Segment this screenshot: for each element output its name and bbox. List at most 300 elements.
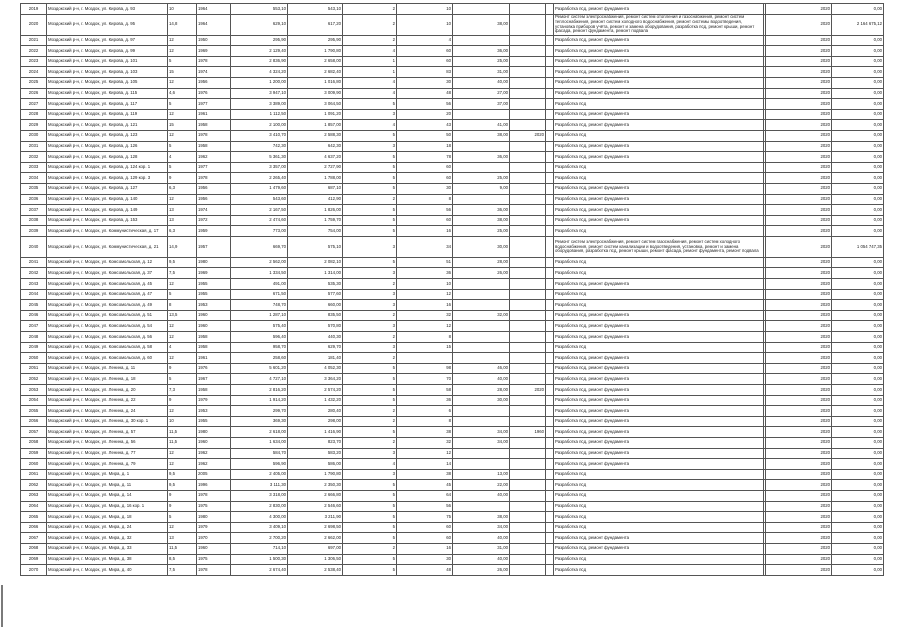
address-cell: Моздокский р-н, г. Моздок, ул. Кирова, д. 153 [47,215,168,226]
living-area-cell: 629,70 [288,342,343,353]
living-area-cell: 586,00 [288,459,343,470]
work-types-cell: Разработка псд [554,522,764,533]
year-built-cell: 1958 [197,385,231,396]
apartments-cell: 8 [397,416,453,427]
work-types-cell: Разработка псд, ремонт фундамента [554,4,764,15]
spacer-cell [546,321,554,332]
wear-percent-cell [453,406,510,417]
wear-percent-cell: 36,00 [453,46,510,57]
cost-cell: 0,00 [832,215,884,226]
row-number: 2055 [21,406,47,417]
spacer-cell [546,459,554,470]
sections-cell: 3 [343,289,397,300]
work-types-cell: Разработка псд [554,162,764,173]
cost-cell: 0,00 [832,469,884,480]
sections-cell: 5 [343,205,397,216]
apartments-cell: 32 [397,310,453,321]
living-area-cell: 577,60 [288,289,343,300]
row-number: 2058 [21,437,47,448]
living-area-cell: 4 637,20 [288,152,343,163]
plan-year-cell: 2020 [766,77,832,88]
address-cell: Моздокский р-н, г. Моздок, ул. Кирова, д. 129 кор. 3 [47,173,168,184]
plan-year-cell: 2020 [766,406,832,417]
sections-cell: 5 [343,130,397,141]
floors-cell: 12 [168,321,197,332]
row-number: 2037 [21,205,47,216]
address-cell: Моздокский р-н, г. Моздок, ул. Мира, д. 38 [47,554,168,565]
wear-percent-cell: 41,00 [453,120,510,131]
wear-percent-cell: 34,00 [453,522,510,533]
wear-percent-cell: 46,00 [453,363,510,374]
sections-cell: 5 [343,565,397,576]
spacer-cell [546,56,554,67]
repair-year-cell [510,99,546,110]
cost-cell: 0,00 [832,385,884,396]
living-area-cell: 3 064,50 [288,99,343,110]
total-area-cell: 2 836,90 [231,56,288,67]
spacer-cell [546,522,554,533]
apartments-cell: 56 [397,205,453,216]
repair-year-cell [510,4,546,15]
address-cell: Моздокский р-н, г. Моздок, ул. Коммунистическая, д. 21 [47,236,168,257]
apartments-cell: 78 [397,152,453,163]
repair-year-cell [510,353,546,364]
row-number: 2030 [21,130,47,141]
row-number: 2038 [21,215,47,226]
year-built-cell: 1957 [197,236,231,257]
spacer-cell [546,183,554,194]
row-number: 2070 [21,565,47,576]
year-built-cell: 1976 [197,88,231,99]
address-cell: Моздокский р-н, г. Моздок, ул. Комсомольская, д. 58 [47,342,168,353]
wear-percent-cell: 9,00 [453,183,510,194]
table-row [21,183,884,194]
living-area-cell: 181,40 [288,353,343,364]
living-area-cell: 1 306,50 [288,554,343,565]
table-row [21,14,884,35]
year-built-cell: 1956 [197,183,231,194]
address-cell: Моздокский р-н, г. Моздок, ул. Мира, д. 16 кор. 1 [47,501,168,512]
total-area-cell: 748,70 [231,300,288,311]
wear-percent-cell: 36,00 [453,205,510,216]
repair-year-cell: 2020 [510,385,546,396]
total-area-cell: 629,10 [231,14,288,35]
cost-cell: 0,00 [832,194,884,205]
table-row [21,194,884,205]
wear-percent-cell: 26,00 [453,565,510,576]
apartments-cell: 10 [397,279,453,290]
work-types-cell: Разработка псд, ремонт фундамента [554,533,764,544]
row-number: 2034 [21,173,47,184]
plan-year-cell: 2020 [766,279,832,290]
row-number: 2042 [21,268,47,279]
table-row [21,395,884,406]
table-row [21,67,884,78]
plan-year-cell: 2020 [766,469,832,480]
table-row [21,215,884,226]
year-built-cell: 1977 [197,162,231,173]
repair-year-cell [510,522,546,533]
spacer-cell [546,363,554,374]
sections-cell: 2 [343,332,397,343]
floors-cell: 12 [168,46,197,57]
plan-year-cell: 2020 [766,533,832,544]
floors-cell: 8 [168,300,197,311]
year-built-cell: 2005 [197,469,231,480]
total-area-cell: 2 830,00 [231,501,288,512]
table-row [21,416,884,427]
spacer-cell [546,35,554,46]
plan-year-cell: 2020 [766,363,832,374]
living-area-cell: 298,00 [288,416,343,427]
address-cell: Моздокский р-н, г. Моздок, ул. Мира, д. 18 [47,512,168,523]
year-built-cell: 1980 [197,427,231,438]
floors-cell: 5 [168,141,197,152]
work-types-cell: Разработка псд [554,490,764,501]
table-row [21,226,884,237]
apartments-cell: 51 [397,257,453,268]
sections-cell: 2 [343,543,397,554]
work-types-cell: Разработка псд, ремонт фундамента [554,448,764,459]
cost-cell: 0,00 [832,522,884,533]
row-number: 2063 [21,490,47,501]
cost-cell: 0,00 [832,353,884,364]
repair-year-cell [510,501,546,512]
sections-cell: 2 [343,14,397,35]
repair-year-cell [510,77,546,88]
spacer-cell [546,342,554,353]
apartments-cell: 16 [397,543,453,554]
sections-cell: 3 [343,236,397,257]
year-built-cell: 1959 [197,226,231,237]
row-number: 2027 [21,99,47,110]
living-area-cell: 535,30 [288,279,343,290]
row-number: 2047 [21,321,47,332]
plan-year-cell: 2020 [766,374,832,385]
cost-cell: 0,00 [832,332,884,343]
plan-year-cell: 2020 [766,490,832,501]
repair-year-cell [510,321,546,332]
wear-percent-cell [453,4,510,15]
total-area-cell: 2 474,60 [231,215,288,226]
cost-cell: 0,00 [832,99,884,110]
floors-cell: 12 [168,109,197,120]
cost-cell: 0,00 [832,448,884,459]
living-area-cell: 280,40 [288,406,343,417]
row-number: 2049 [21,342,47,353]
apartments-cell: 30 [397,77,453,88]
plan-year-cell: 2020 [766,543,832,554]
cost-cell: 0,00 [832,141,884,152]
work-types-cell: Разработка псд, ремонт фундамента [554,427,764,438]
living-area-cell: 575,10 [288,236,343,257]
address-cell: Моздокский р-н, г. Моздок, ул. Кирова, д. 126 [47,141,168,152]
total-area-cell: 3 409,10 [231,522,288,533]
wear-percent-cell: 38,00 [453,215,510,226]
plan-year-cell: 2020 [766,416,832,427]
apartments-cell: 70 [397,374,453,385]
plan-year-cell: 2020 [766,173,832,184]
plan-year-cell: 2020 [766,332,832,343]
spacer-cell [546,565,554,576]
table-row [21,300,884,311]
total-area-cell: 369,30 [231,416,288,427]
year-built-cell: 1964 [197,4,231,15]
living-area-cell: 3 364,20 [288,374,343,385]
sections-cell: 2 [343,416,397,427]
plan-year-cell: 2020 [766,522,832,533]
row-number: 2031 [21,141,47,152]
sections-cell: 4 [343,120,397,131]
address-cell: Моздокский р-н, г. Моздок, ул. Комсомольская, д. 47 [47,289,168,300]
sections-cell: 5 [343,173,397,184]
sections-cell: 1 [343,56,397,67]
year-built-cell: 1975 [197,554,231,565]
apartments-cell: 60 [397,215,453,226]
apartments-cell: 30 [397,183,453,194]
plan-year-cell: 2020 [766,459,832,470]
apartments-cell: 60 [397,46,453,57]
spacer-cell [546,120,554,131]
living-area-cell: 1 432,20 [288,395,343,406]
wear-percent-cell [453,342,510,353]
repair-year-cell [510,363,546,374]
repair-year-cell [510,35,546,46]
address-cell: Моздокский р-н, г. Моздок, ул. Кирова, д. 127 [47,183,168,194]
total-area-cell: 1 112,50 [231,109,288,120]
plan-year-cell: 2020 [766,14,832,35]
cost-cell: 0,00 [832,437,884,448]
sections-cell: 5 [343,512,397,523]
spacer-cell [546,554,554,565]
apartments-cell: 4 [397,35,453,46]
address-cell: Моздокский р-н, г. Моздок, ул. Кирова, д. 119 [47,109,168,120]
spacer-cell [546,490,554,501]
wear-percent-cell: 30,00 [453,236,510,257]
wear-percent-cell: 13,00 [453,469,510,480]
row-number: 2043 [21,279,47,290]
floors-cell: 12 [168,406,197,417]
repair-year-cell [510,120,546,131]
apartments-cell: 38 [397,427,453,438]
table-row [21,374,884,385]
year-built-cell: 1978 [197,56,231,67]
address-cell: Моздокский р-н, г. Моздок, ул. Кирова, д. 117 [47,99,168,110]
floors-cell: 9 [168,490,197,501]
work-types-cell: Разработка псд [554,300,764,311]
cost-cell: 0,00 [832,67,884,78]
wear-percent-cell: 30,00 [453,395,510,406]
work-types-cell: Разработка псд, ремонт фундамента [554,88,764,99]
living-area-cell: 1 091,20 [288,109,343,120]
spacer-cell [546,300,554,311]
cost-cell: 0,00 [832,183,884,194]
cost-cell: 0,00 [832,56,884,67]
cost-cell: 0,00 [832,459,884,470]
plan-year-cell: 2020 [766,437,832,448]
floors-cell: 12 [168,353,197,364]
plan-year-cell: 2020 [766,512,832,523]
apartments-cell: 36 [397,268,453,279]
repair-year-cell [510,194,546,205]
capital-repair-table [20,3,884,576]
wear-percent-cell [453,448,510,459]
repair-year-cell [510,268,546,279]
plan-year-cell: 2020 [766,35,832,46]
floors-cell: 10 [168,416,197,427]
sections-cell: 3 [343,300,397,311]
table-row [21,427,884,438]
row-number: 2057 [21,427,47,438]
total-area-cell: 5 361,30 [231,152,288,163]
address-cell: Моздокский р-н, г. Моздок, ул. Комсомольская, д. 56 [47,332,168,343]
address-cell: Моздокский р-н, г. Моздок, ул. Кирова, д. 103 [47,67,168,78]
address-cell: Моздокский р-н, г. Моздок, ул. Ленина, д. 56 [47,437,168,448]
sections-cell: 2 [343,437,397,448]
address-cell: Моздокский р-н, г. Моздок, ул. Кирова, д. 128 [47,152,168,163]
sections-cell: 5 [343,501,397,512]
apartments-cell: 56 [397,501,453,512]
table-row [21,459,884,470]
spacer-cell [546,543,554,554]
total-area-cell: 299,70 [231,406,288,417]
floors-cell: 12 [168,130,197,141]
year-built-cell: 1953 [197,406,231,417]
repair-year-cell [510,109,546,120]
apartments-cell: 64 [397,490,453,501]
cost-cell: 0,00 [832,427,884,438]
table-row [21,565,884,576]
wear-percent-cell: 31,00 [453,543,510,554]
sections-cell: 5 [343,99,397,110]
row-number: 2056 [21,416,47,427]
repair-year-cell [510,332,546,343]
spacer-cell [546,88,554,99]
plan-year-cell: 2020 [766,565,832,576]
wear-percent-cell: 28,00 [453,257,510,268]
cost-cell: 0,00 [832,342,884,353]
total-area-cell: 2 167,50 [231,205,288,216]
row-number: 2035 [21,183,47,194]
sections-cell: 2 [343,353,397,364]
cost-cell: 0,00 [832,363,884,374]
year-built-cell: 1969 [197,268,231,279]
total-area-cell: 1 634,00 [231,437,288,448]
plan-year-cell: 2020 [766,310,832,321]
sections-cell: 5 [343,215,397,226]
living-area-cell: 2 698,50 [288,522,343,533]
plan-year-cell: 2020 [766,268,832,279]
floors-cell: 9,5 [168,469,197,480]
spacer-cell [546,353,554,364]
plan-year-cell: 2020 [766,194,832,205]
plan-year-cell: 2020 [766,226,832,237]
total-area-cell: 3 947,10 [231,88,288,99]
wear-percent-cell: 26,00 [453,268,510,279]
work-types-cell: Разработка псд, ремонт фундамента [554,395,764,406]
floors-cell: 9 [168,173,197,184]
sections-cell: 5 [343,395,397,406]
work-types-cell: Разработка псд [554,257,764,268]
row-number: 2026 [21,88,47,99]
plan-year-cell: 2020 [766,205,832,216]
cost-cell: 0,00 [832,279,884,290]
cost-cell: 0,00 [832,416,884,427]
floors-cell: 12 [168,77,197,88]
total-area-cell: 3 357,00 [231,162,288,173]
year-built-cell: 1978 [197,565,231,576]
address-cell: Моздокский р-н, г. Моздок, ул. Кирова, д. 95 [47,14,168,35]
cost-cell: 0,00 [832,88,884,99]
spacer-cell [546,469,554,480]
spacer-cell [546,46,554,57]
work-types-cell: Разработка псд, ремонт фундамента [554,543,764,554]
wear-percent-cell [453,109,510,120]
spacer-cell [546,289,554,300]
year-built-cell: 1962 [197,152,231,163]
total-area-cell: 2 100,00 [231,120,288,131]
address-cell: Моздокский р-н, г. Моздок, ул. Кирова, д. 99 [47,46,168,57]
floors-cell: 6,3 [168,183,197,194]
spacer-cell [546,77,554,88]
row-number: 2039 [21,226,47,237]
living-area-cell: 1 016,80 [288,77,343,88]
repair-year-cell [510,67,546,78]
table-row [21,130,884,141]
living-area-cell: 1 790,80 [288,469,343,480]
cost-cell: 0,00 [832,554,884,565]
plan-year-cell: 2020 [766,141,832,152]
living-area-cell: 1 788,00 [288,173,343,184]
wear-percent-cell: 27,00 [453,88,510,99]
work-types-cell: Разработка псд [554,99,764,110]
year-built-cell: 1953 [197,300,231,311]
wear-percent-cell: 37,00 [453,99,510,110]
floors-cell: 14,9 [168,236,197,257]
year-built-cell: 1978 [197,130,231,141]
repair-year-cell: 1960 [510,427,546,438]
year-built-cell: 1964 [197,14,231,35]
floors-cell: 15 [168,120,197,131]
floors-cell: 7,3 [168,385,197,396]
table-row [21,363,884,374]
total-area-cell: 295,90 [231,35,288,46]
repair-year-cell [510,215,546,226]
year-built-cell: 1961 [197,353,231,364]
total-area-cell: 1 200,00 [231,77,288,88]
repair-year-cell [510,173,546,184]
apartments-cell: 16 [397,226,453,237]
spacer-cell [546,533,554,544]
wear-percent-cell [453,459,510,470]
table-row [21,152,884,163]
wear-percent-cell: 25,00 [453,226,510,237]
repair-year-cell [510,448,546,459]
work-types-cell: Разработка псд, ремонт фундамента [554,205,764,216]
apartments-cell: 48 [397,565,453,576]
address-cell: Моздокский р-н, г. Моздок, ул. Кирова, д. 124 кор. 1 [47,162,168,173]
repair-year-cell: 2020 [510,130,546,141]
total-area-cell: 671,50 [231,289,288,300]
living-area-cell: 642,30 [288,141,343,152]
living-area-cell: 2 662,00 [288,533,343,544]
cost-cell: 0,00 [832,162,884,173]
row-number: 2033 [21,162,47,173]
total-area-cell: 2 562,00 [231,257,288,268]
spacer-cell [546,173,554,184]
work-types-cell: Разработка псд, ремонт фундамента [554,35,764,46]
table-row [21,268,884,279]
